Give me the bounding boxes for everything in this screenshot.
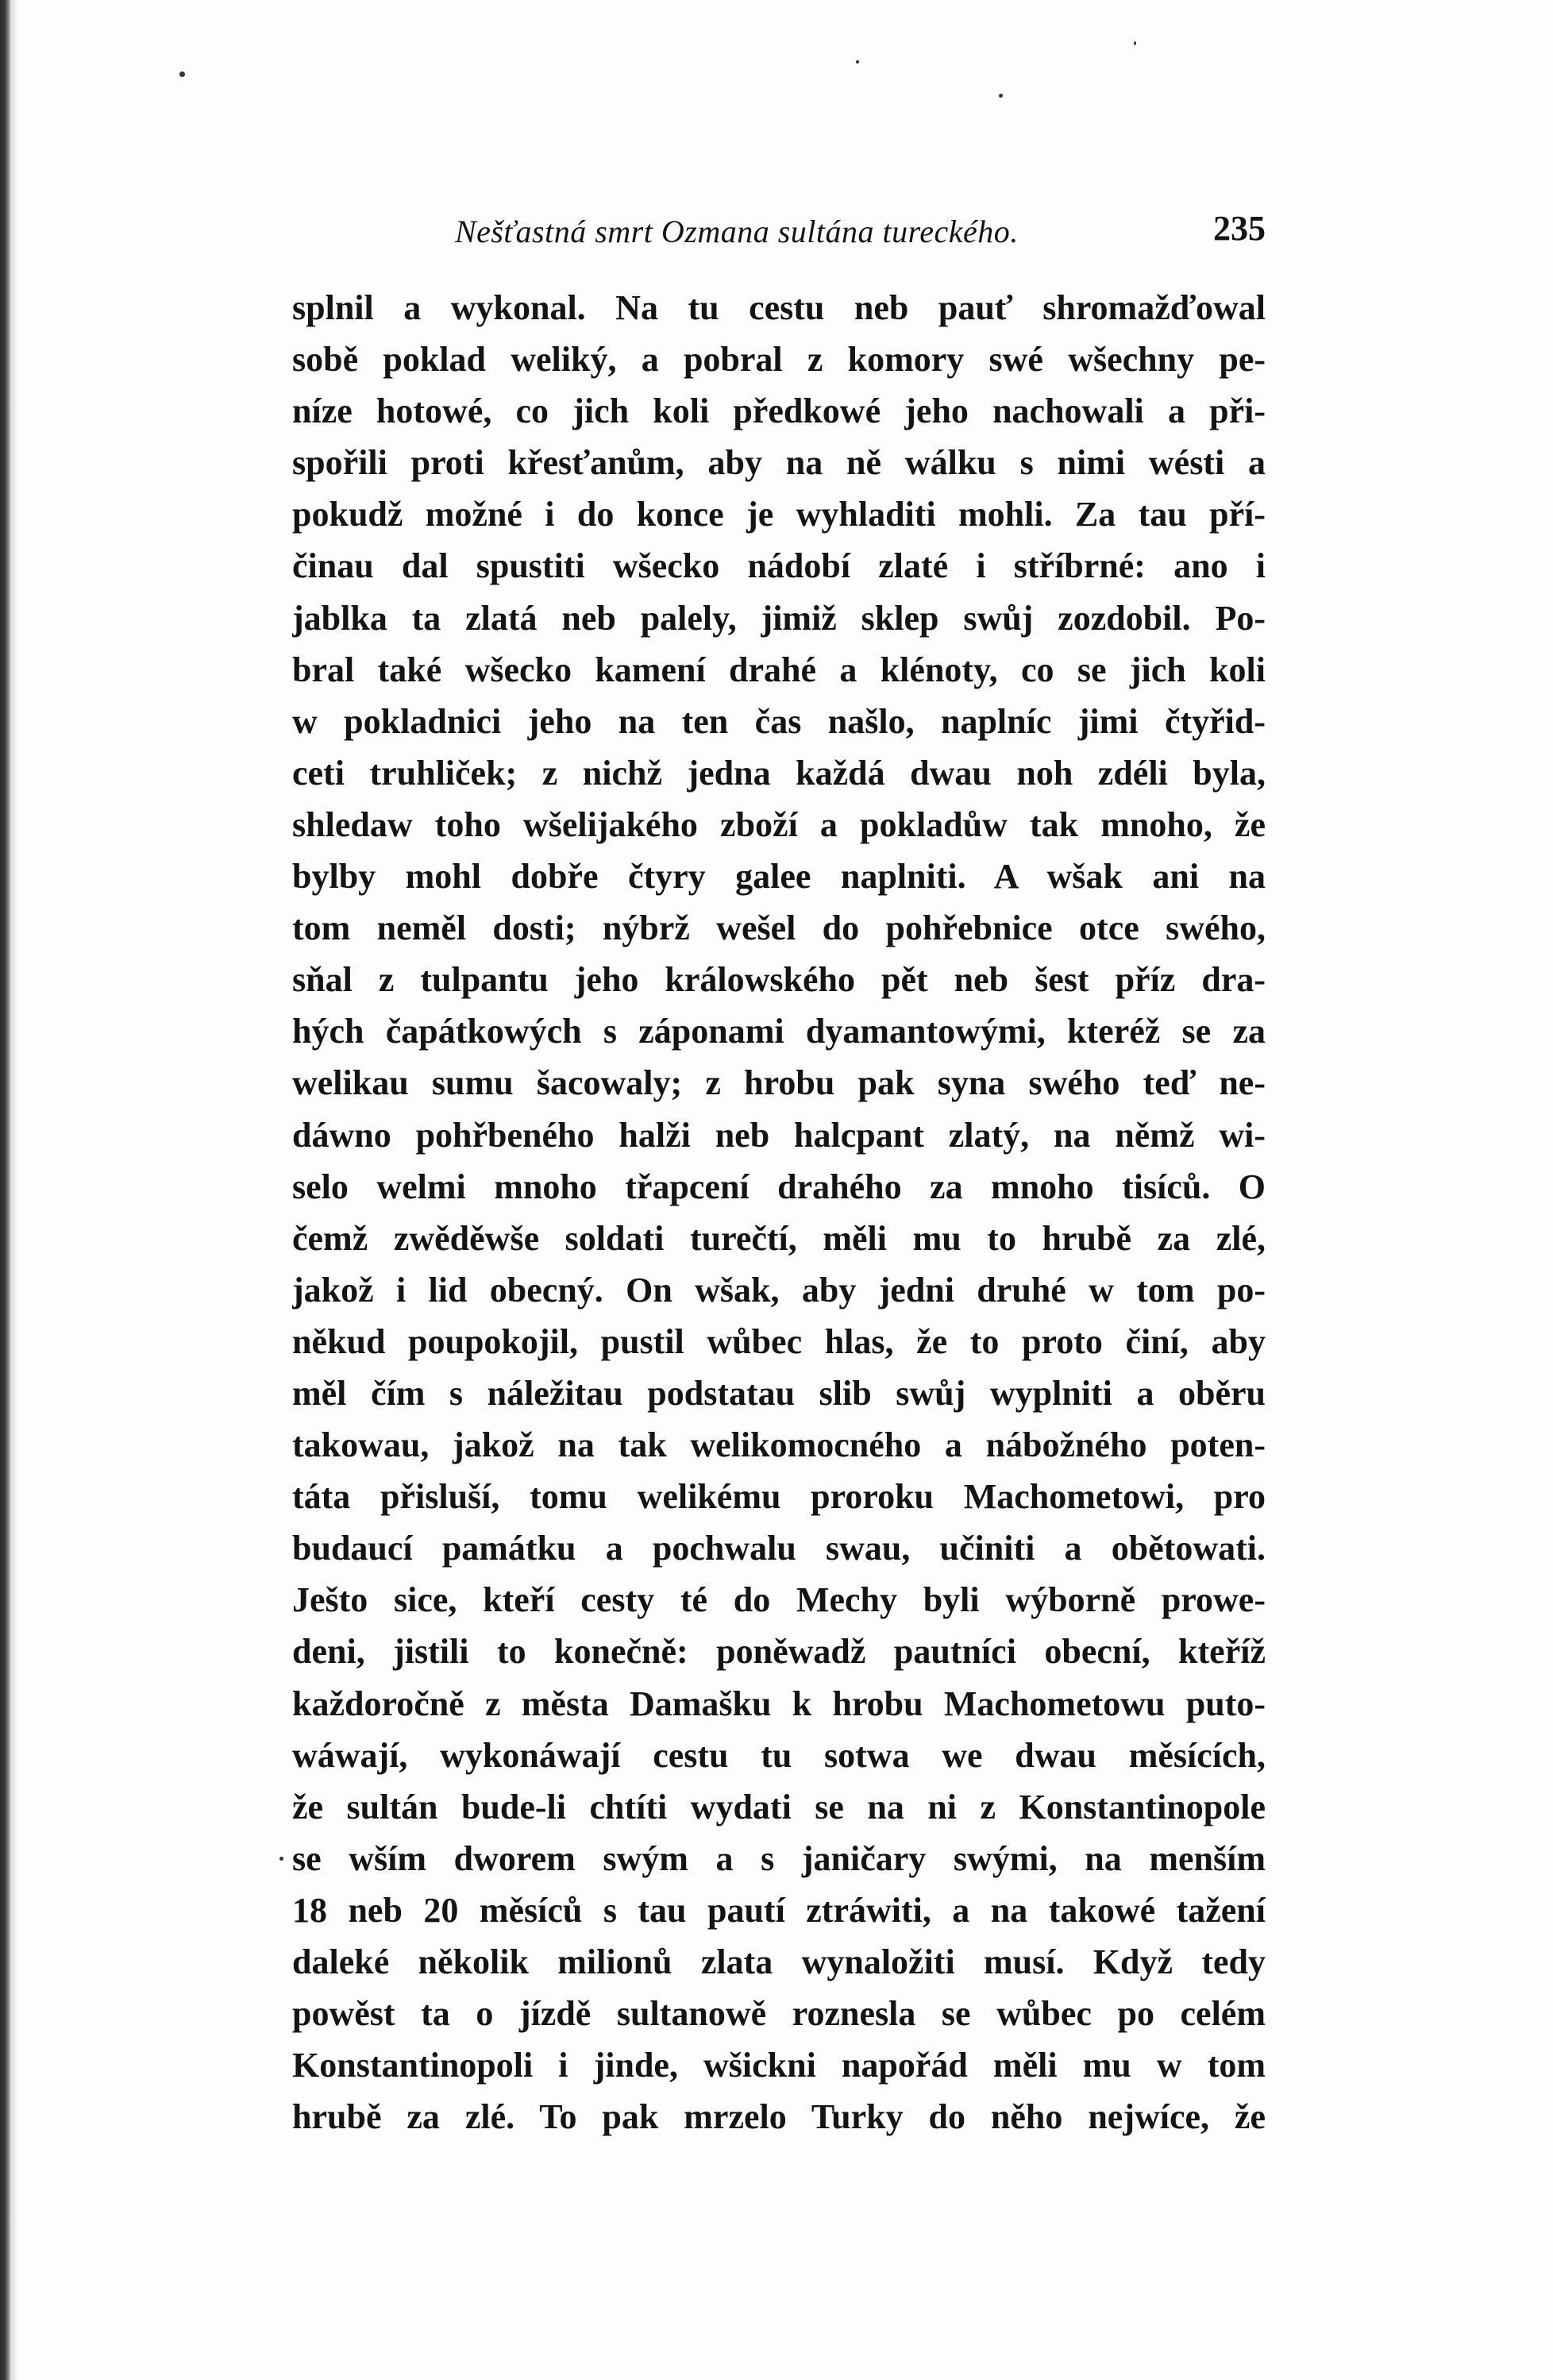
text-line: Ješto sice, kteří cesty té do Mechy byli wýborně prowe- [292, 1580, 1266, 1620]
text-line: Konstantinopoli i jinde, wšickni napořád měli mu w tom [292, 2046, 1266, 2085]
binding-shadow [11, 0, 19, 2380]
text-line: hrubě za zlé. To pak mrzelo Turky do něho nejwíce, že [292, 2097, 1266, 2137]
scan-speck [279, 1857, 283, 1861]
text-line: powěst ta o jízdě sultanowě roznesla se wůbec po celém [292, 1994, 1266, 2034]
running-head [292, 208, 1266, 256]
body-text [292, 282, 1266, 2143]
scan-speck [999, 94, 1003, 98]
text-line: selo welmi mnoho třapcení drahého za mnoho tisíců. O [292, 1167, 1266, 1206]
text-line: dáwno pohřbeného halži neb halcpant zlatý, na němž wi- [292, 1115, 1266, 1155]
text-line: bral také wšecko kamení drahé a klénoty, co se jich koli [292, 650, 1266, 689]
text-line: shledaw toho wšelijakého zboží a pokladůw tak mnoho, že [292, 804, 1266, 844]
text-line: činau dal spustiti wšecko nádobí zlaté i stříbrné: ano i [292, 546, 1266, 586]
page-number: 235 [1213, 209, 1266, 248]
text-line: se wším dworem swým a s janičary swými, na menším [292, 1838, 1266, 1878]
binding-edge [0, 0, 11, 2380]
scan-speck [856, 60, 859, 64]
text-line: 18 neb 20 měsíců s tau pautí ztráwiti, a na takowé tažení [292, 1890, 1266, 1930]
text-line: deni, jistili to konečně: poněwadž pautníci obecní, kteříž [292, 1632, 1266, 1672]
text-line: hých čapátkowých s záponami dyamantowými, kteréž se za [292, 1012, 1266, 1051]
text-line: tom neměl dosti; nýbrž wešel do pohřebnice otce swého, [292, 908, 1266, 948]
text-line: bylby mohl dobře čtyry galee naplniti. A wšak ani na [292, 857, 1266, 897]
text-line: někud poupokojil, pustil wůbec hlas, že to proto činí, aby [292, 1321, 1266, 1361]
text-line: táta přisluší, tomu welikému proroku Machometowi, pro [292, 1477, 1266, 1517]
text-line: ceti truhliček; z nichž jedna každá dwau noh zdéli byla, [292, 753, 1266, 793]
text-line: wáwají, wykonáwají cestu tu sotwa we dwau měsících, [292, 1735, 1266, 1775]
text-line: sobě poklad weliký, a pobral z komory swé wšechny pe- [292, 340, 1266, 380]
text-line: pokudž možné i do konce je wyhladiti mohli. Za tau pří- [292, 495, 1266, 534]
text-line: že sultán bude-li chtíti wydati se na ni z Konstantinopole [292, 1787, 1266, 1826]
text-line: jakož i lid obecný. On wšak, aby jedni druhé w tom po- [292, 1270, 1266, 1310]
text-line: welikau sumu šacowaly; z hrobu pak syna swého teď ne- [292, 1063, 1266, 1103]
text-line: spořili proti křesťanům, aby na ně wálku s nimi wésti a [292, 443, 1266, 483]
text-line: jablka ta zlatá neb palely, jimiž sklep swůj zozdobil. Po- [292, 598, 1266, 638]
text-line: níze hotowé, co jich koli předkowé jeho nachowali a při- [292, 392, 1266, 431]
text-line: sňal z tulpantu jeho králowského pět neb šest příz dra- [292, 960, 1266, 1000]
text-line: daleké několik milionů zlata wynaložiti musí. Když tedy [292, 1942, 1266, 1981]
text-line: čemž zwěděwše soldati turečtí, měli mu to hrubě za zlé, [292, 1218, 1266, 1258]
text-line: splnil a wykonal. Na tu cestu neb pauť shromažďowal [292, 288, 1266, 327]
scan-speck [179, 71, 185, 77]
text-line: budaucí památku a pochwalu swau, učiniti a obětowati. [292, 1529, 1266, 1568]
scan-speck [1134, 41, 1136, 45]
text-line: w pokladnici jeho na ten čas našlo, naplníc jimi čtyřid- [292, 701, 1266, 741]
text-line: takowau, jakož na tak welikomocného a nábožného poten- [292, 1425, 1266, 1465]
text-line: každoročně z města Damašku k hrobu Machometowu puto- [292, 1684, 1266, 1723]
text-line: měl čím s náležitau podstatau slib swůj wyplniti a oběru [292, 1373, 1266, 1413]
running-title: Nešťastná smrt Ozmana sultána tureckého. [455, 214, 1019, 249]
